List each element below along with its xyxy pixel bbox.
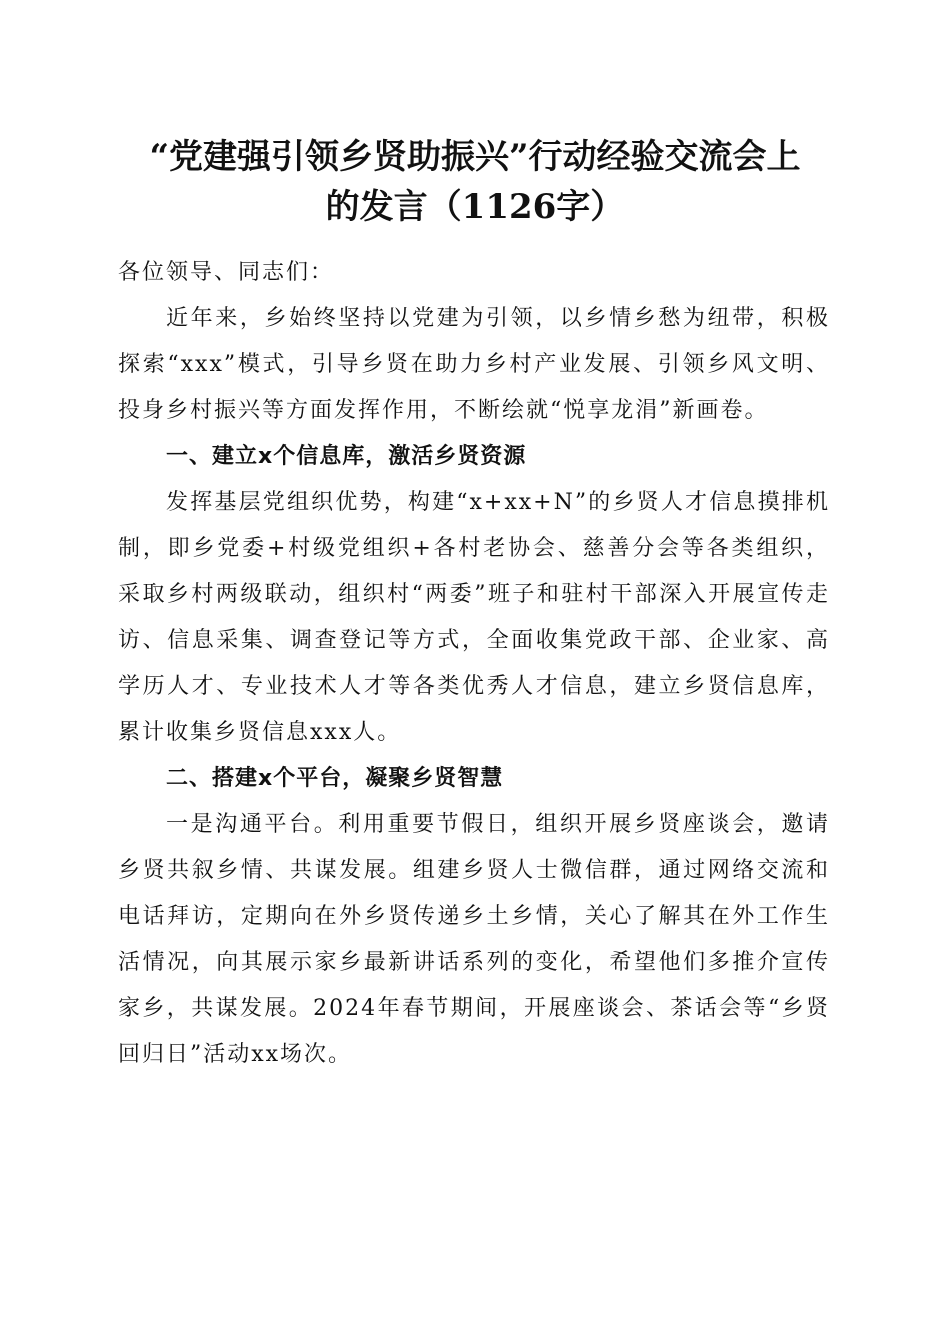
document-body: [118, 250, 830, 1078]
section-2-paragraph: 一是沟通平台。利用重要节假日，组织开展乡贤座谈会，邀请乡贤共叙乡情、共谋发展。组建乡贤人士微信群，通过网络交流和电话拜访，定期向在外乡贤传递乡土乡情，关心了解其在外工作生活情况，向其展示家乡最新讲话系列的变化，希望他们多推介宣传家乡，共谋发展。2024年春节期间，开展座谈会、茶话会等“乡贤回归日”活动xx场次。: [118, 812, 830, 1067]
section-heading-2: 二、搭建x个平台，凝聚乡贤智慧: [166, 766, 504, 791]
intro-paragraph: 近年来，乡始终坚持以党建为引领，以乡情乡愁为纽带，积极探索“xxx”模式，引导乡贤在助力乡村产业发展、引领乡风文明、投身乡村振兴等方面发挥作用，不断绘就“悦享龙涓”新画卷。: [118, 306, 830, 423]
section-1-paragraph: 发挥基层党组织优势，构建“x+xx+N”的乡贤人才信息摸排机制，即乡党委+村级党组织+各村老协会、慈善分会等各类组织，采取乡村两级联动，组织村“两委”班子和驻村干部深入开展宣传走访、信息采集、调查登记等方式，全面收集党政干部、企业家、高学历人才、专业技术人才等各类优秀人才信息，建立乡贤信息库，累计收集乡贤信息xxx人。: [118, 490, 830, 745]
salutation: 各位领导、同志们：: [118, 260, 335, 285]
document-title: [110, 132, 840, 232]
section-heading-1: 一、建立x个信息库，激活乡贤资源: [166, 444, 527, 469]
title-line-1: “党建强引领乡贤助振兴”行动经验交流会上: [149, 137, 801, 177]
title-line-2: 的发言（1126字）: [325, 187, 625, 227]
